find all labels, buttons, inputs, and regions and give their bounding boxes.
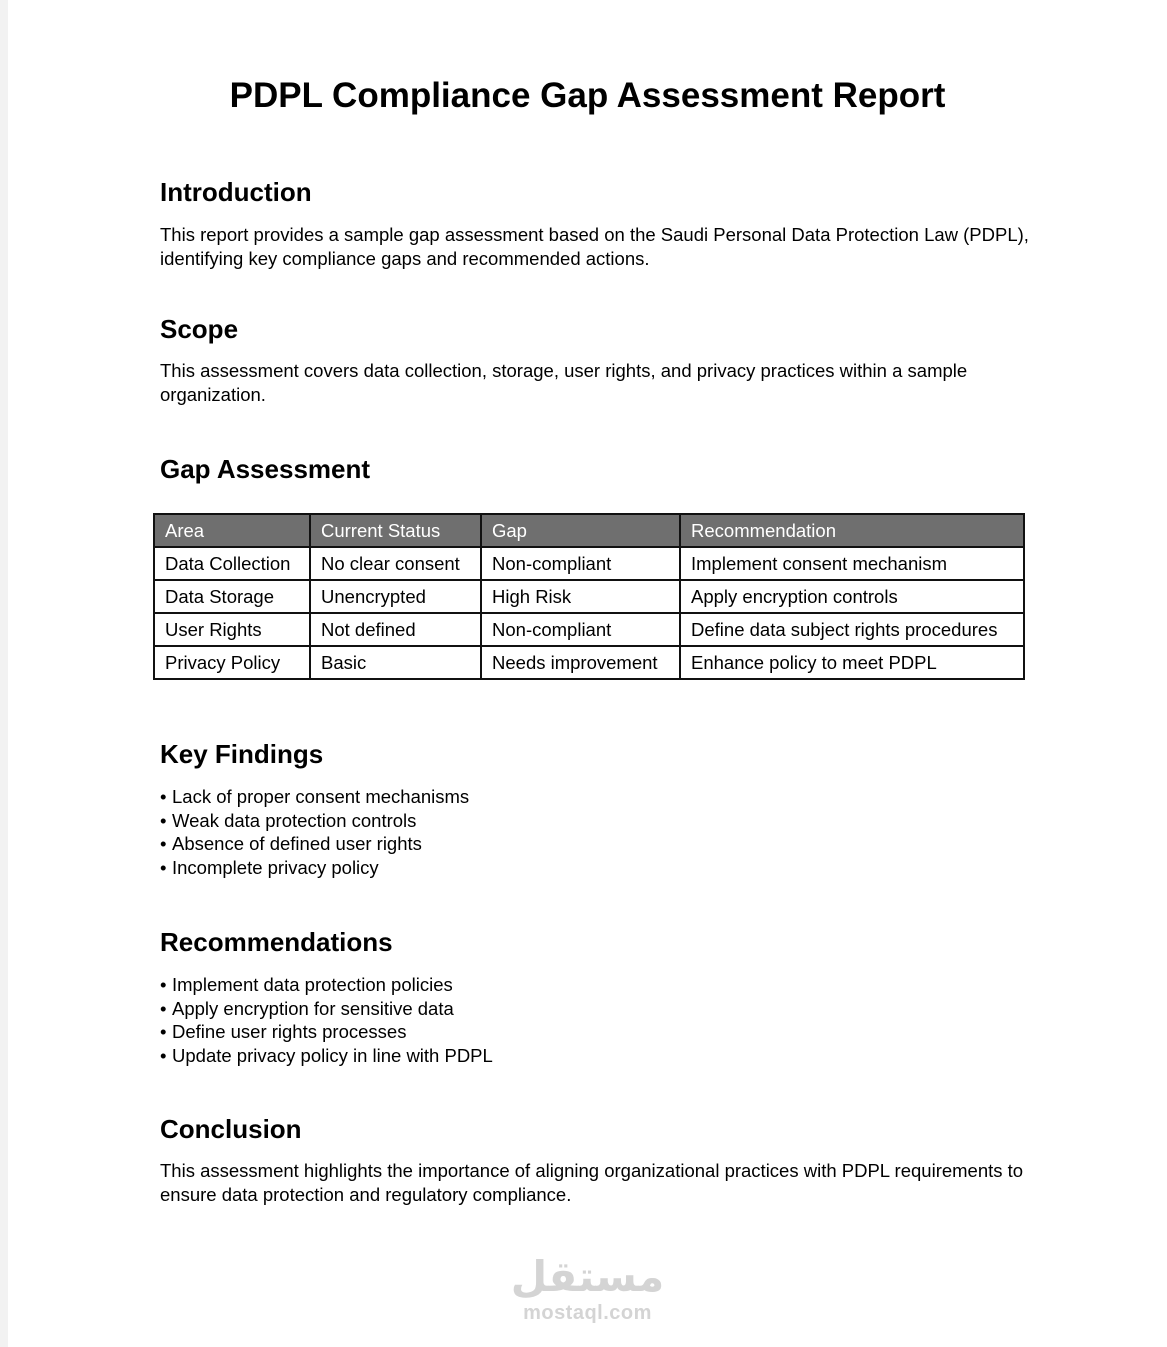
mostaql-watermark xyxy=(8,1252,1167,1324)
table-header-row xyxy=(154,514,1024,547)
column-header-current-status: Current Status xyxy=(310,514,481,547)
table-row xyxy=(154,646,1024,679)
list-item: • Update privacy policy in line with PDPL xyxy=(160,1044,493,1068)
table-cell-recommendation: Implement consent mechanism xyxy=(680,547,1024,580)
introduction-text: This report provides a sample gap assessment based on the Saudi Personal Data Protection Law (PDPL), identifying key compliance gaps and recommended actions. xyxy=(160,224,1029,269)
table-cell-area: Data Collection xyxy=(154,547,310,580)
table-cell-area: Privacy Policy xyxy=(154,646,310,679)
table-cell-gap: High Risk xyxy=(481,580,680,613)
key-findings-list xyxy=(160,785,469,879)
table-row xyxy=(154,580,1024,613)
table-cell-current-status: Not defined xyxy=(310,613,481,646)
watermark-logo: مستقل xyxy=(510,1252,665,1301)
gap-assessment-table xyxy=(153,513,1025,680)
report-title: PDPL Compliance Gap Assessment Report xyxy=(229,76,946,115)
list-item: • Lack of proper consent mechanisms xyxy=(160,785,469,809)
table-cell-gap: Needs improvement xyxy=(481,646,680,679)
table-cell-gap: Non-compliant xyxy=(481,547,680,580)
list-item: • Implement data protection policies xyxy=(160,973,493,997)
scope-heading: Scope xyxy=(160,314,239,344)
table-cell-area: User Rights xyxy=(154,613,310,646)
table-cell-recommendation: Apply encryption controls xyxy=(680,580,1024,613)
list-item: • Weak data protection controls xyxy=(160,809,469,833)
table-row xyxy=(154,613,1024,646)
table-cell-current-status: Unencrypted xyxy=(310,580,481,613)
table-cell-gap: Non-compliant xyxy=(481,613,680,646)
document-page xyxy=(8,0,1167,1347)
conclusion-text: This assessment highlights the importance of aligning organizational practices with PDPL requirements to ensure data protection and regulatory compliance. xyxy=(160,1160,1024,1205)
recommendations-list xyxy=(160,973,493,1067)
key-findings-heading: Key Findings xyxy=(160,739,324,769)
recommendations-heading: Recommendations xyxy=(160,927,393,957)
list-item: • Define user rights processes xyxy=(160,1020,493,1044)
column-header-recommendation: Recommendation xyxy=(680,514,1024,547)
conclusion-heading: Conclusion xyxy=(160,1114,302,1144)
gap-assessment-heading: Gap Assessment xyxy=(160,454,371,484)
list-item: • Apply encryption for sensitive data xyxy=(160,997,493,1021)
table-cell-current-status: Basic xyxy=(310,646,481,679)
watermark-site: mostaql.com xyxy=(523,1302,652,1324)
column-header-area: Area xyxy=(154,514,310,547)
table-cell-current-status: No clear consent xyxy=(310,547,481,580)
table-cell-area: Data Storage xyxy=(154,580,310,613)
list-item: • Incomplete privacy policy xyxy=(160,856,469,880)
table-cell-recommendation: Define data subject rights procedures xyxy=(680,613,1024,646)
table-row xyxy=(154,547,1024,580)
scope-text: This assessment covers data collection, storage, user rights, and privacy practices within a sample organization. xyxy=(160,360,968,405)
introduction-heading: Introduction xyxy=(160,177,312,207)
column-header-gap: Gap xyxy=(481,514,680,547)
table-cell-recommendation: Enhance policy to meet PDPL xyxy=(680,646,1024,679)
list-item: • Absence of defined user rights xyxy=(160,832,469,856)
